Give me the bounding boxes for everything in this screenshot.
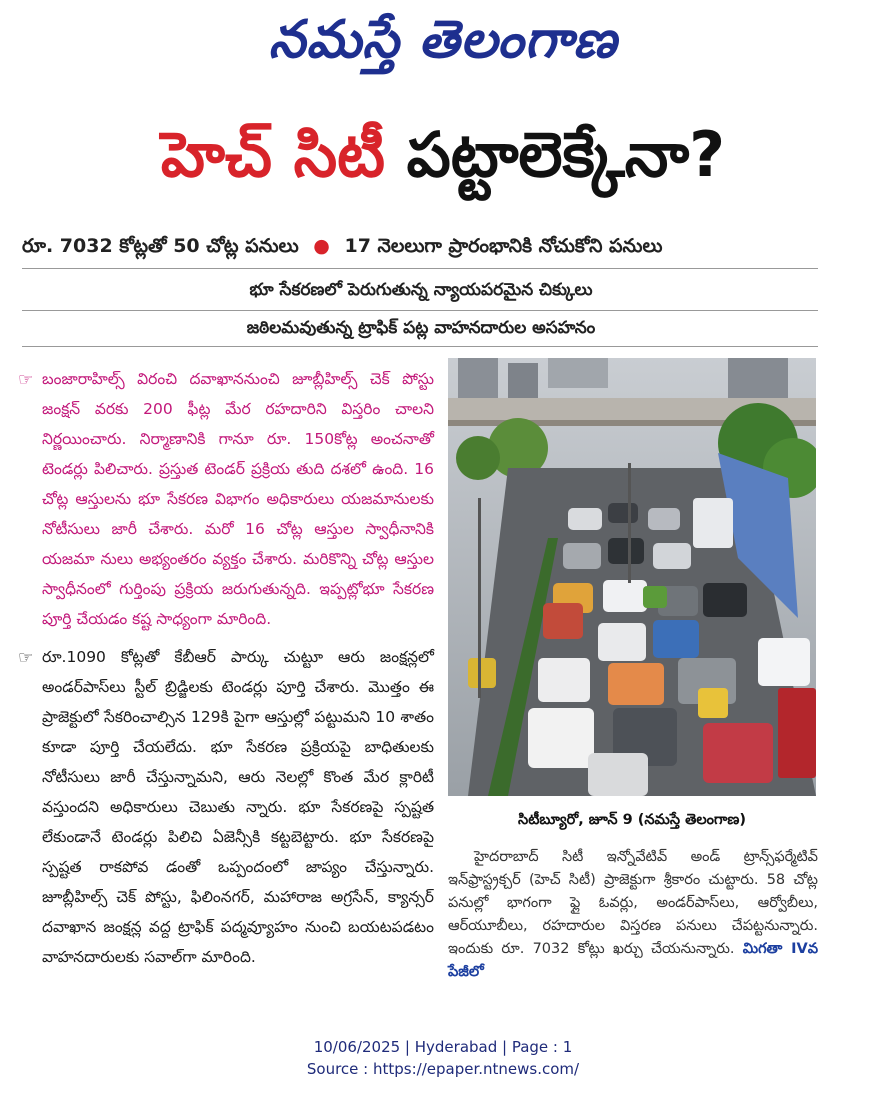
pointing-hand-icon: ☞ [18,648,34,668]
paragraph-1 [18,364,434,634]
right-body [448,846,818,984]
divider [22,268,818,269]
divider [22,310,818,311]
traffic-photo [448,358,816,796]
photo-caption: సిటీబ్యూరో, జూన్ 9 (నమస్తే తెలంగాణ) [518,812,746,828]
deck-line-1: భూ సేకరణలో పెరుగుతున్న న్యాయపరమైన చిక్కులు [249,280,593,300]
footer-source-line: Source : https://epaper.ntnews.com/ [306,1060,580,1078]
paragraph-2-text: రూ.1090 కోట్లతో కేబీఆర్ పార్కు చుట్టూ ఆరు జంక్షన్లలో అండర్‌పాస్‌లు స్టీల్ బ్రిడ్జిలకు టెండర్లు పూర్తి చేశారు. మొత్తం ఈ ప్రాజెక్టులో సేకరించాల్సిన 129కి పైగా ఆస్తుల్లో పట్టుమని 10 శాతం కూడా పూర్తి చేయలేదు. భూ సేకరణ ప్రక్రియపై బాధితులకు నోటీసులు జారీ చేస్తున్నామని, ఆరు నెలల్లో కొంత మేర క్లారిటీ వస్తుందని అధికారులు చెబుతు న్నారు. భూ సేకరణపై స్పష్టత లేకుండానే టెండర్లు పిలిచి ఏజెన్సీకి కట్టబెట్టారు. భూ సేకరణపై స్పష్టత రాకపోవ డంతో ఒప్పందంలో జాప్యం చేస్తున్నారు. జూబ్లీహిల్స్ చెక్ పోస్టు, ఫిలింనగర్, మహారాజ అగ్రసేన్, క్యాన్సర్ దవాఖాన జంక్షన్ల వద్ద ట్రాఫిక్ పద్మవ్యూహం నుంచి బయటపడటం వాహనదారులకు సవాల్‌గా మారింది. [42,648,434,966]
masthead: నమస్తే తెలంగాణ [268,9,618,70]
footer-date-line: 10/06/2025 | Hyderabad | Page : 1 [313,1038,573,1056]
paragraph-2 [18,642,434,972]
left-column [18,364,434,980]
deck-line-2: జఠిలమవుతున్న ట్రాఫిక్ పట్ల వాహనదారుల అసహనం [246,318,596,338]
headline-red-part: హెచ్ సిటీ [160,118,386,191]
subhead [22,228,822,264]
subhead-point-1: రూ. 7032 కోట్లతో 50 చోట్ల పనులు [22,235,299,257]
right-body-text: హైదరాబాద్ సిటీ ఇన్నోవేటివ్ అండ్ ట్రాన్స్‌ఫర్మేటివ్ ఇన్‌ఫ్రాస్ట్రక్చర్ (హెచ్ సిటీ) ప్రాజెక్టుగా శ్రీకారం చుట్టారు. 58 చోట్ల పనుల్లో భాగంగా ఫ్లై ఓవర్లు, అండర్‌పాస్‌లు, ఆర్వోబీలు, ఆర్‌యూబీలు, రహదారుల విస్తరణ పనులు చేపట్టనున్నారు. ఇందుకు రూ. 7032 కోట్లు ఖర్చు చేయనున్నారు. [448,849,818,957]
paragraph-1-text: బంజారాహిల్స్ విరంచి దవాఖాననుంచి జూబ్లీహిల్స్ చెక్ పోస్టు జంక్షన్ వరకు 200 ఫీట్ల మేర రహదారిని విస్తరిం చాలని నిర్ణయించారు. నిర్మాణానికి గానూ రూ. 150కోట్ల అంచనాతో టెండర్లు పిలిచారు. ప్రస్తుత టెండర్ ప్రక్రియ తుది దశలో ఉంది. 16 చోట్ల ఆస్తులను భూ సేకరణ విభాగం అధికారులు యజమానులకు నోటీసులు జారీ చేశారు. మరో 16 చోట్ల ఆస్తుల స్వాధీనానికి యజమా నులు అభ్యంతరం వ్యక్తం చేశారు. మరికొన్ని చోట్ల ఆస్తుల స్వాధీనంలో గుర్తింపు ప్రక్రియ జరుగుతున్నది. ఇప్పట్లోభూ సేకరణ పూర్తి చేయడం కష్ట సాధ్యంగా మారింది. [42,370,434,628]
subhead-point-2: 17 నెలలుగా ప్రారంభానికి నోచుకోని పనులు [344,235,663,257]
bullet-icon: ● [313,235,330,257]
divider [22,346,818,347]
headline [0,100,886,210]
continued-note: మిగతా IVవ పేజీలో [448,941,819,980]
traffic-photo-illustration [448,358,816,796]
footer [0,1036,886,1080]
headline-black-part: పట్టాలెక్కేనా? [406,118,726,191]
pointing-hand-icon: ☞ [18,370,34,390]
